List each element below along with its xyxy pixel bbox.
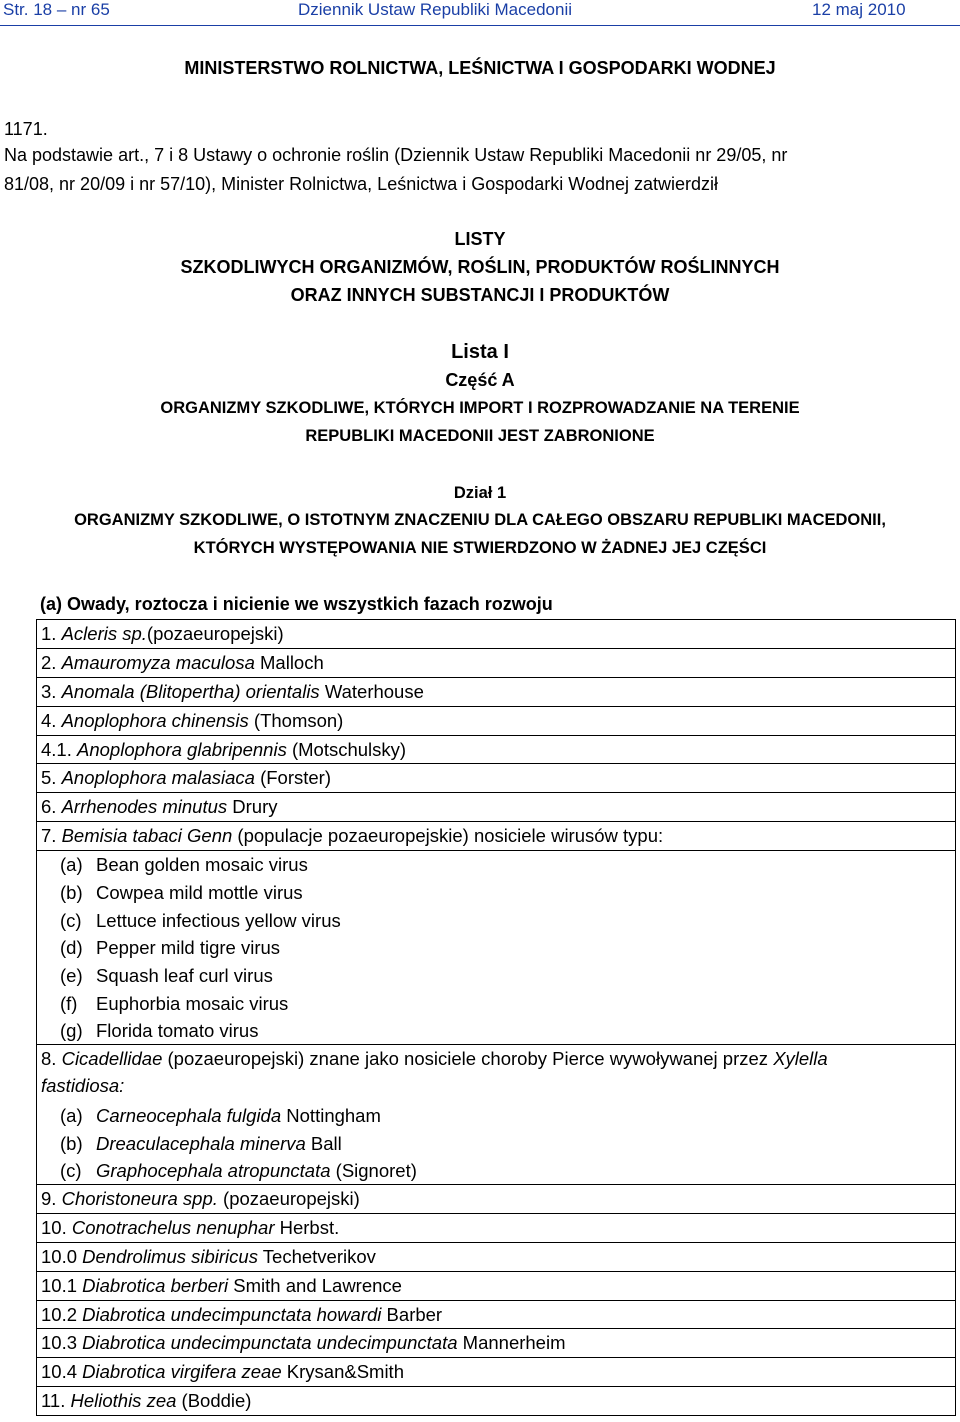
table-row: 4. Anoplophora chinensis (Thomson): [37, 707, 955, 736]
intro-line-1: Na podstawie art., 7 i 8 Ustawy o ochronie roślin (Dziennik Ustaw Republiki Macedonii nr 29/05, nr: [4, 145, 788, 165]
list-item: (f) Euphorbia mosaic virus: [60, 992, 289, 1014]
page-number-label: Str. 18 – nr 65: [3, 0, 110, 19]
part-heading: Część A: [445, 370, 515, 390]
table-row: 10.0 Dendrolimus sibiricus Techetverikov: [37, 1243, 955, 1272]
list-item: (g) Florida tomato virus: [37, 1017, 955, 1045]
list-item: (b) Cowpea mild mottle virus: [60, 881, 303, 903]
list-item: (c) Graphocephala atropunctata (Signoret): [37, 1157, 955, 1185]
table-row: 10.4 Diabrotica virgifera zeae Krysan&Smith: [37, 1358, 955, 1387]
table-row: 3. Anomala (Blitopertha) orientalis Waterhouse: [37, 678, 955, 707]
section-heading: Dział 1: [453, 484, 507, 502]
species-table: [36, 619, 956, 1416]
journal-name: Dziennik Ustaw Republiki Macedonii: [298, 0, 573, 19]
table-row: 1. Acleris sp.(pozaeuropejski): [37, 620, 955, 649]
title-line-3: ORAZ INNYCH SUBSTANCJI I PRODUKTÓW: [290, 285, 670, 305]
part-title-line-2: REPUBLIKI MACEDONII JEST ZABRONIONE: [305, 427, 655, 445]
list-heading: Lista I: [451, 341, 509, 363]
table-row: 9. Choristoneura spp. (pozaeuropejski): [37, 1185, 955, 1214]
list-item: (d) Pepper mild tigre virus: [60, 937, 281, 959]
section-title-line-1: ORGANIZMY SZKODLIWE, O ISTOTNYM ZNACZENIU DLA CAŁEGO OBSZARU REPUBLIKI MACEDONII,: [74, 511, 886, 529]
table-row: 2. Amauromyza maculosa Malloch: [37, 649, 955, 678]
table-row: 10.3 Diabrotica undecimpunctata undecimpunctata Mannerheim: [37, 1329, 955, 1358]
table-row: 11. Heliothis zea (Boddie): [37, 1387, 955, 1416]
table-row: 6. Arrhenodes minutus Drury: [37, 793, 955, 822]
title-line-1: LISTY: [454, 229, 506, 249]
table-row: 10.1 Diabrotica berberi Smith and Lawrence: [37, 1272, 955, 1301]
list-item: (b) Dreaculacephala minerva Ball: [60, 1132, 342, 1154]
table-row: 4.1. Anoplophora glabripennis (Motschulsky): [37, 736, 955, 765]
issue-date: 12 maj 2010: [812, 0, 906, 19]
table-row: 10.2 Diabrotica undecimpunctata howardi Barber: [37, 1301, 955, 1330]
list-item: (e) Squash leaf curl virus: [60, 964, 273, 986]
subsection-heading: (a) Owady, roztocza i nicienie we wszystkich fazach rozwoju: [40, 594, 553, 614]
ministry-heading: MINISTERSTWO ROLNICTWA, LEŚNICTWA I GOSPODARKI WODNEJ: [184, 58, 776, 78]
intro-paragraph: [4, 141, 954, 199]
act-number: 1171.: [4, 119, 48, 139]
header-rule: [0, 25, 960, 26]
list-item: (c) Lettuce infectious yellow virus: [60, 909, 341, 931]
intro-line-2: 81/08, nr 20/09 i nr 57/10), Minister Rolnictwa, Leśnictwa i Gospodarki Wodnej zatwierdził: [4, 174, 719, 194]
list-item: (a) Bean golden mosaic virus: [60, 854, 308, 876]
part-title-line-1: ORGANIZMY SZKODLIWE, KTÓRYCH IMPORT I ROZPROWADZANIE NA TERENIE: [160, 399, 800, 417]
section-title-line-2: KTÓRYCH WYSTĘPOWANIA NIE STWIERDZONO W ŻADNEJ JEJ CZĘŚCI: [193, 539, 767, 557]
list-item: (a) Carneocephala fulgida Nottingham: [60, 1104, 381, 1126]
running-header: [0, 0, 960, 24]
table-row: 5. Anoplophora malasiaca (Forster): [37, 764, 955, 793]
table-row: 10. Conotrachelus nenuphar Herbst.: [37, 1214, 955, 1243]
table-row: 8. Cicadellidae (pozaeuropejski) znane jako nosiciele choroby Pierce wywoływanej przez Xylella fastidiosa:: [41, 1047, 828, 1096]
title-line-2: SZKODLIWYCH ORGANIZMÓW, ROŚLIN, PRODUKTÓW ROŚLINNYCH: [180, 257, 780, 277]
table-row: 7. Bemisia tabaci Genn (populacje pozaeuropejskie) nosiciele wirusów typu:: [37, 822, 955, 851]
